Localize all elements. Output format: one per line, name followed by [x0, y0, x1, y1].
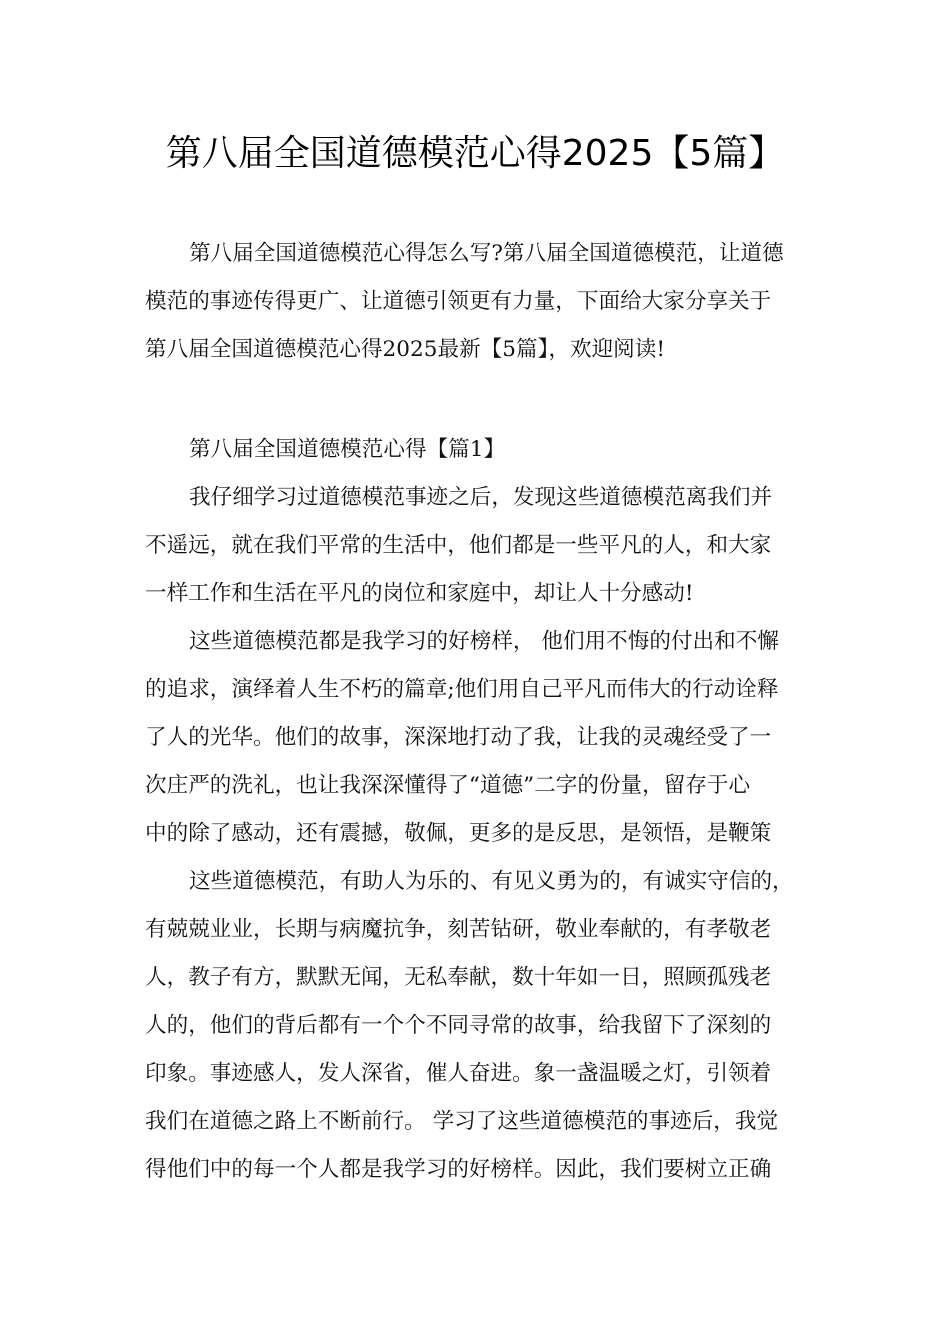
paragraph-3-line: 人，教子有方，默默无闻，无私奉献，数十年如一日，照顾孤残老: [145, 965, 772, 990]
intro-paragraph: [145, 230, 815, 374]
paragraph-1-line: 不遥远，就在我们平常的生活中，他们都是一些平凡的人，和大家: [145, 533, 772, 558]
paragraph-2-line: 这些道德模范都是我学习的好榜样， 他们用不悔的付出和不懈: [189, 629, 779, 654]
paragraph-3-line: 人的，他们的背后都有一个个不同寻常的故事，给我留下了深刻的: [145, 1013, 772, 1038]
paragraph-2-line: 次庄严的洗礼，也让我深深懂得了“道德”二字的份量，留存于心: [145, 773, 751, 798]
paragraph-3-line: 得他们中的每一个人都是我学习的好榜样。因此，我们要树立正确: [145, 1157, 772, 1182]
paragraph-3-line: 印象。事迹感人，发人深省，催人奋进。象一盏温暖之灯，引领着: [145, 1061, 772, 1086]
paragraph-3-line: 有兢兢业业，长期与病魔抗争，刻苦钻研，敬业奉献的，有孝敬老: [145, 917, 772, 942]
paragraph-2-line: 中的除了感动，还有震撼，敬佩，更多的是反思，是领悟，是鞭策: [145, 821, 772, 846]
paragraph-2-line: 的追求，演绎着人生不朽的篇章;他们用自己平凡而伟大的行动诠释: [145, 677, 779, 702]
intro-line: 第八届全国道德模范心得2025最新【5篇】，欢迎阅读!: [145, 337, 666, 362]
intro-line: 模范的事迹传得更广、让道德引领更有力量，下面给大家分享关于: [145, 289, 772, 314]
intro-line: 第八届全国道德模范心得怎么写?第八届全国道德模范，让道德: [189, 241, 784, 266]
section-heading: 第八届全国道德模范心得【篇1】: [189, 437, 506, 462]
paragraph-1-line: 我仔细学习过道德模范事迹之后，发现这些道德模范离我们并: [189, 485, 773, 510]
document-title: 第八届全国道德模范心得2025【5篇】: [165, 133, 785, 174]
paragraph-3-line: 我们在道德之路上不断前行。 学习了这些道德模范的事迹后，我觉: [145, 1109, 779, 1134]
paragraph-3-line: 这些道德模范，有助人为乐的、有见义勇为的，有诚实守信的，: [189, 869, 794, 894]
paragraph-2-line: 了人的光华。他们的故事，深深地打动了我，让我的灵魂经受了一: [145, 725, 772, 750]
paragraph-1-line: 一样工作和生活在平凡的岗位和家庭中，却让人十分感动!: [145, 581, 694, 606]
section-1: [145, 426, 815, 1194]
